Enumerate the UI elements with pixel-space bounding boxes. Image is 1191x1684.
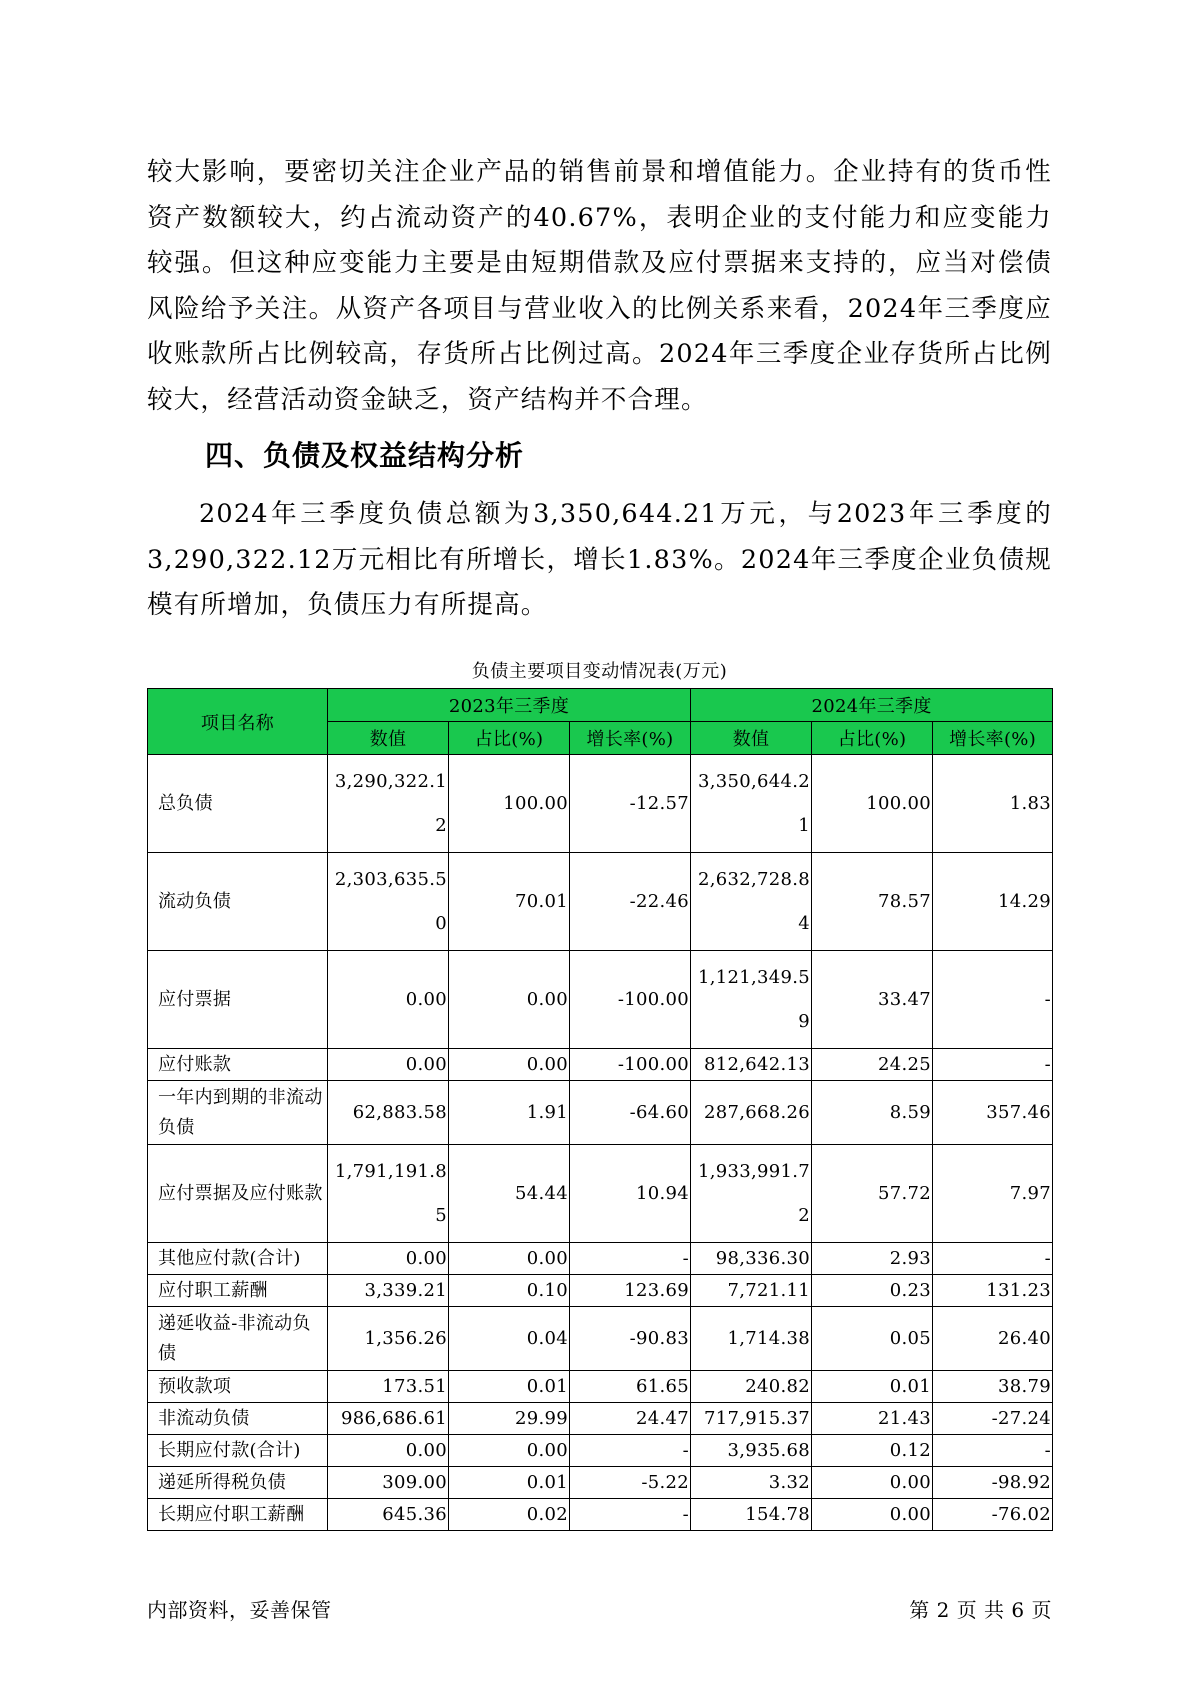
cell-growth-2024: - <box>933 1049 1053 1081</box>
cell-share-2024: 0.23 <box>812 1275 933 1307</box>
cell-growth-2024: 14.29 <box>933 853 1053 951</box>
cell-share-2024: 78.57 <box>812 853 933 951</box>
table-header <box>148 689 1053 755</box>
table-row <box>148 1371 1053 1403</box>
cell-growth-2024: -76.02 <box>933 1499 1053 1531</box>
cell-value-2024: 3,935.68 <box>691 1435 812 1467</box>
cell-growth-2023: -64.60 <box>570 1081 691 1145</box>
cell-growth-2023: -100.00 <box>570 1049 691 1081</box>
cell-share-2024: 8.59 <box>812 1081 933 1145</box>
cell-value-2024: 2,632,728.84 <box>691 853 812 951</box>
cell-item-name: 应付票据及应付账款 <box>148 1145 328 1243</box>
body-paragraph-1: 较大影响，要密切关注企业产品的销售前景和增值能力。企业持有的货币性资产数额较大，约占流动资产的40.67%，表明企业的支付能力和应变能力较强。但这种应变能力主要是由短期借款及应付票据来支持的，应当对偿债风险给予关注。从资产各项目与营业收入的比例关系来看，2024年三季度应收账款所占比例较高，存货所占比例过高。2024年三季度企业存货所占比例较大，经营活动资金缺乏，资产结构并不合理。 <box>147 157 1052 415</box>
table-row <box>148 1403 1053 1435</box>
table-row <box>148 1275 1053 1307</box>
cell-value-2024: 7,721.11 <box>691 1275 812 1307</box>
cell-share-2024: 2.93 <box>812 1243 933 1275</box>
cell-growth-2024: 1.83 <box>933 755 1053 853</box>
table-row <box>148 1049 1053 1081</box>
cell-item-name: 预收款项 <box>148 1371 328 1403</box>
cell-value-2024: 287,668.26 <box>691 1081 812 1145</box>
body-paragraph-2: 2024年三季度负债总额为3,350,644.21万元，与2023年三季度的3,290,322.12万元相比有所增长，增长1.83%。2024年三季度企业负债规模有所增加，负债压力有所提高。 <box>147 499 1052 620</box>
cell-value-2024: 3,350,644.21 <box>691 755 812 853</box>
section-heading: 四、负债及权益结构分析 <box>205 439 525 472</box>
cell-share-2023: 1.91 <box>449 1081 570 1145</box>
cell-share-2023: 0.01 <box>449 1371 570 1403</box>
table-row <box>148 1307 1053 1371</box>
cell-value-2023: 3,339.21 <box>328 1275 449 1307</box>
cell-share-2023: 0.04 <box>449 1307 570 1371</box>
cell-growth-2024: - <box>933 951 1053 1049</box>
table-row <box>148 1467 1053 1499</box>
table-row <box>148 1145 1053 1243</box>
cell-value-2023: 0.00 <box>328 1435 449 1467</box>
cell-share-2023: 0.00 <box>449 1243 570 1275</box>
cell-share-2024: 0.05 <box>812 1307 933 1371</box>
cell-growth-2023: - <box>570 1435 691 1467</box>
cell-value-2024: 1,121,349.59 <box>691 951 812 1049</box>
cell-share-2023: 100.00 <box>449 755 570 853</box>
cell-value-2024: 717,915.37 <box>691 1403 812 1435</box>
cell-value-2023: 62,883.58 <box>328 1081 449 1145</box>
cell-share-2023: 29.99 <box>449 1403 570 1435</box>
cell-item-name: 递延所得税负债 <box>148 1467 328 1499</box>
cell-growth-2023: 10.94 <box>570 1145 691 1243</box>
cell-share-2023: 0.10 <box>449 1275 570 1307</box>
cell-share-2024: 21.43 <box>812 1403 933 1435</box>
cell-value-2024: 3.32 <box>691 1467 812 1499</box>
header-item-name: 项目名称 <box>148 689 328 755</box>
cell-share-2024: 24.25 <box>812 1049 933 1081</box>
table-row <box>148 1081 1053 1145</box>
cell-share-2023: 0.00 <box>449 951 570 1049</box>
cell-value-2023: 0.00 <box>328 1243 449 1275</box>
header-period-2023: 2023年三季度 <box>328 689 691 722</box>
cell-value-2023: 173.51 <box>328 1371 449 1403</box>
cell-share-2024: 0.00 <box>812 1499 933 1531</box>
cell-item-name: 流动负债 <box>148 853 328 951</box>
header-growth-2024: 增长率(%) <box>933 722 1053 755</box>
cell-growth-2024: -27.24 <box>933 1403 1053 1435</box>
cell-growth-2024: - <box>933 1435 1053 1467</box>
table-row <box>148 1243 1053 1275</box>
table-caption: 负债主要项目变动情况表(万元) <box>471 661 728 682</box>
cell-item-name: 一年内到期的非流动负债 <box>148 1081 328 1145</box>
cell-growth-2024: 26.40 <box>933 1307 1053 1371</box>
header-period-2024: 2024年三季度 <box>691 689 1053 722</box>
cell-growth-2023: -100.00 <box>570 951 691 1049</box>
table-row <box>148 1435 1053 1467</box>
cell-growth-2024: - <box>933 1243 1053 1275</box>
cell-item-name: 总负债 <box>148 755 328 853</box>
cell-value-2024: 240.82 <box>691 1371 812 1403</box>
header-value-2023: 数值 <box>328 722 449 755</box>
header-share-2024: 占比(%) <box>812 722 933 755</box>
cell-share-2023: 0.00 <box>449 1049 570 1081</box>
cell-growth-2024: 131.23 <box>933 1275 1053 1307</box>
cell-value-2024: 1,714.38 <box>691 1307 812 1371</box>
cell-value-2023: 1,356.26 <box>328 1307 449 1371</box>
cell-item-name: 长期应付款(合计) <box>148 1435 328 1467</box>
cell-share-2023: 0.01 <box>449 1467 570 1499</box>
cell-growth-2023: 24.47 <box>570 1403 691 1435</box>
cell-share-2023: 0.02 <box>449 1499 570 1531</box>
table-row <box>148 1499 1053 1531</box>
cell-share-2024: 0.01 <box>812 1371 933 1403</box>
cell-growth-2023: - <box>570 1243 691 1275</box>
cell-value-2024: 812,642.13 <box>691 1049 812 1081</box>
cell-growth-2023: 123.69 <box>570 1275 691 1307</box>
liabilities-table <box>147 688 1053 1531</box>
cell-share-2024: 57.72 <box>812 1145 933 1243</box>
table-row <box>148 951 1053 1049</box>
cell-growth-2023: -22.46 <box>570 853 691 951</box>
cell-item-name: 应付票据 <box>148 951 328 1049</box>
cell-growth-2023: -5.22 <box>570 1467 691 1499</box>
table-row <box>148 853 1053 951</box>
cell-item-name: 非流动负债 <box>148 1403 328 1435</box>
cell-share-2023: 0.00 <box>449 1435 570 1467</box>
cell-value-2024: 98,336.30 <box>691 1243 812 1275</box>
cell-share-2023: 54.44 <box>449 1145 570 1243</box>
cell-item-name: 其他应付款(合计) <box>148 1243 328 1275</box>
cell-share-2024: 33.47 <box>812 951 933 1049</box>
cell-share-2024: 0.00 <box>812 1467 933 1499</box>
cell-value-2023: 645.36 <box>328 1499 449 1531</box>
table-body <box>148 755 1053 1531</box>
cell-share-2024: 0.12 <box>812 1435 933 1467</box>
cell-share-2023: 70.01 <box>449 853 570 951</box>
cell-growth-2023: - <box>570 1499 691 1531</box>
cell-value-2023: 986,686.61 <box>328 1403 449 1435</box>
cell-item-name: 递延收益-非流动负债 <box>148 1307 328 1371</box>
cell-value-2023: 3,290,322.12 <box>328 755 449 853</box>
cell-item-name: 应付职工薪酬 <box>148 1275 328 1307</box>
cell-growth-2023: 61.65 <box>570 1371 691 1403</box>
cell-growth-2024: 357.46 <box>933 1081 1053 1145</box>
footer-page-number: 第 2 页 共 6 页 <box>909 1598 1052 1622</box>
cell-share-2024: 100.00 <box>812 755 933 853</box>
cell-growth-2024: -98.92 <box>933 1467 1053 1499</box>
cell-growth-2023: -90.83 <box>570 1307 691 1371</box>
cell-value-2024: 154.78 <box>691 1499 812 1531</box>
cell-value-2023: 1,791,191.85 <box>328 1145 449 1243</box>
cell-growth-2023: -12.57 <box>570 755 691 853</box>
cell-value-2024: 1,933,991.72 <box>691 1145 812 1243</box>
header-share-2023: 占比(%) <box>449 722 570 755</box>
footer-confidential-note: 内部资料，妥善保管 <box>147 1598 332 1622</box>
cell-value-2023: 0.00 <box>328 951 449 1049</box>
table-row <box>148 755 1053 853</box>
cell-growth-2024: 38.79 <box>933 1371 1053 1403</box>
cell-growth-2024: 7.97 <box>933 1145 1053 1243</box>
cell-value-2023: 309.00 <box>328 1467 449 1499</box>
header-growth-2023: 增长率(%) <box>570 722 691 755</box>
cell-value-2023: 0.00 <box>328 1049 449 1081</box>
cell-value-2023: 2,303,635.50 <box>328 853 449 951</box>
cell-item-name: 长期应付职工薪酬 <box>148 1499 328 1531</box>
header-value-2024: 数值 <box>691 722 812 755</box>
cell-item-name: 应付账款 <box>148 1049 328 1081</box>
